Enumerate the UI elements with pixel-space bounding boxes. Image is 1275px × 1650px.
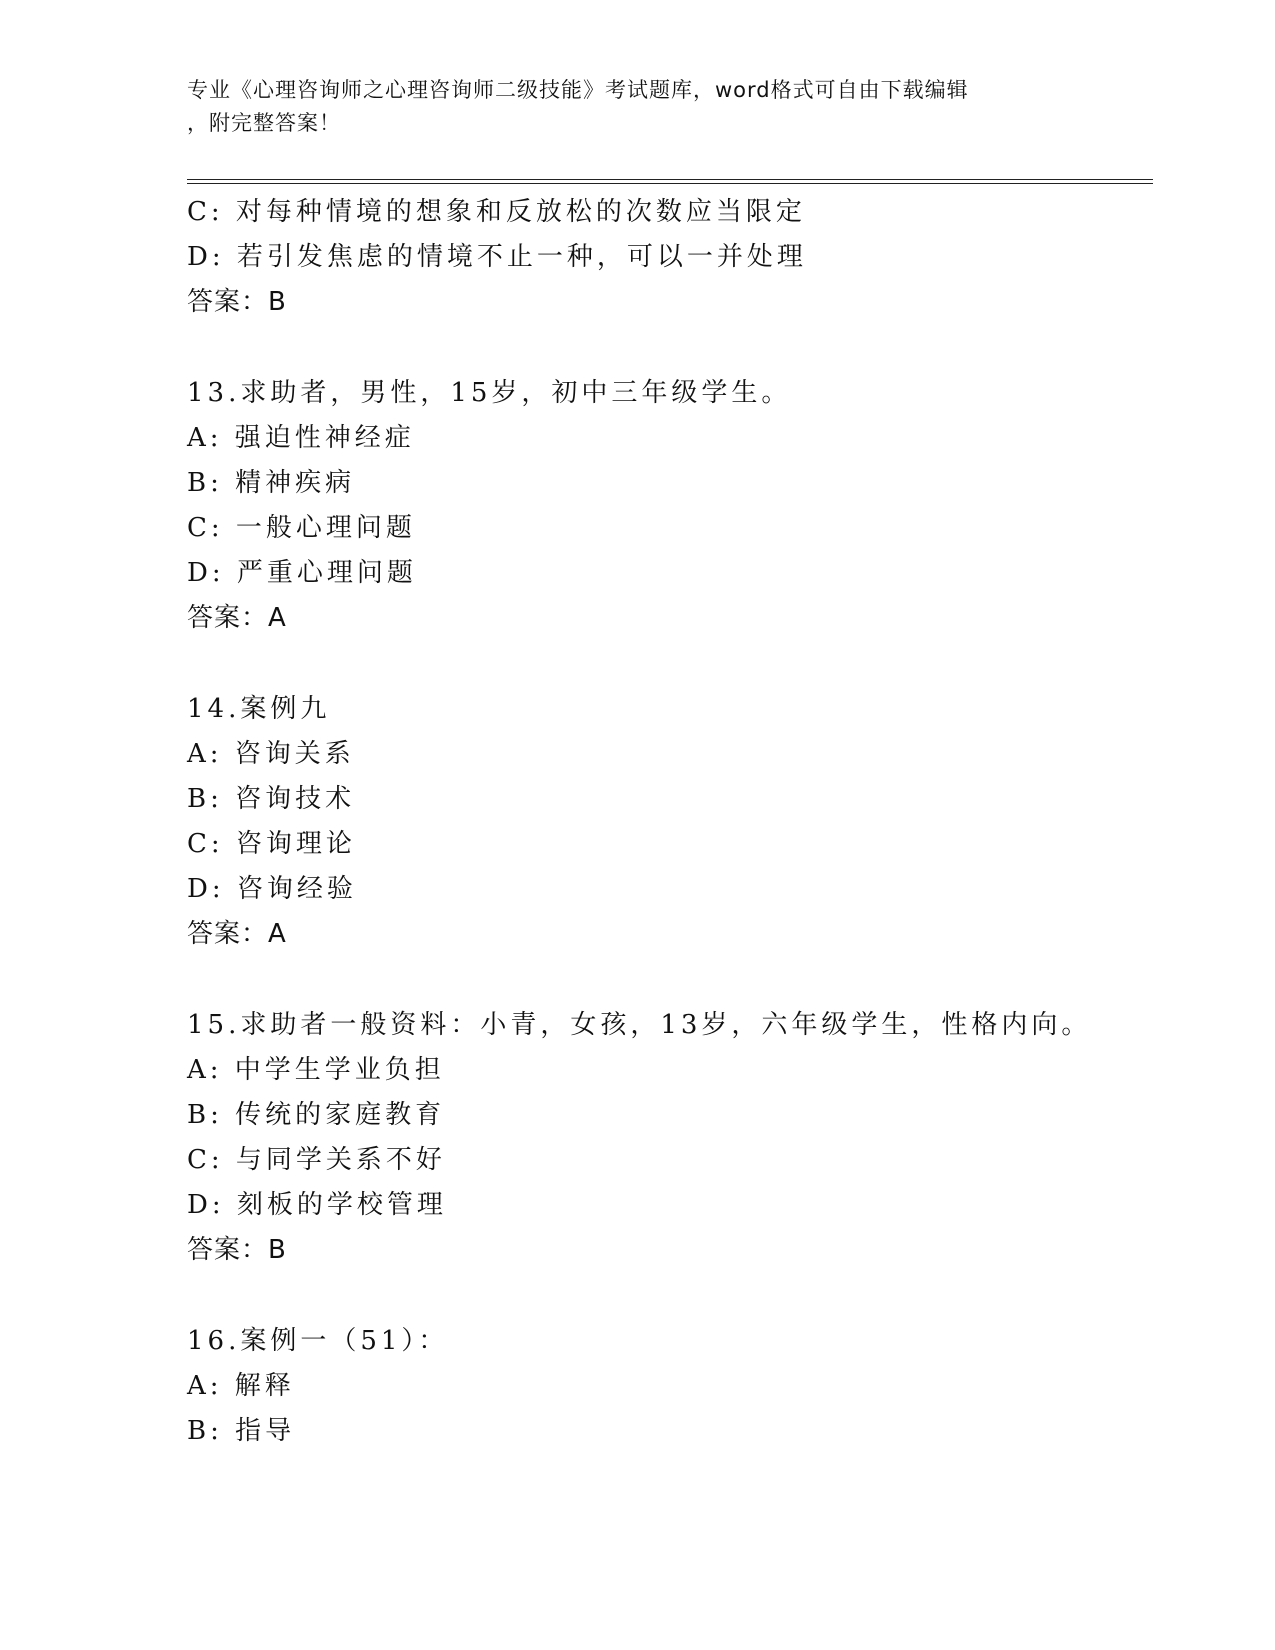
header-line-2: ，附完整答案！ [187, 111, 341, 135]
answer-line: 答案：A [187, 919, 287, 949]
answer-line: 答案：B [187, 1235, 287, 1265]
header-divider-top [187, 179, 1153, 180]
block-spacer [187, 641, 1147, 687]
option-line: A: 咨询关系 [187, 739, 355, 769]
block-spacer [187, 1273, 1147, 1319]
block-spacer [187, 325, 1147, 371]
option-line: B: 指导 [187, 1416, 296, 1446]
option-line: B: 精神疾病 [187, 468, 356, 498]
answer-line: 答案：B [187, 287, 287, 317]
option-line: A: 中学生学业负担 [187, 1055, 445, 1085]
question-stem: 16.案例一（51）： [187, 1326, 449, 1356]
option-line: B: 咨询技术 [187, 784, 356, 814]
option-line: D: 若引发焦虑的情境不止一种，可以一并处理 [187, 242, 807, 272]
option-line: C: 咨询理论 [187, 829, 356, 859]
answer-line: 答案：A [187, 603, 287, 633]
option-line: D: 刻板的学校管理 [187, 1190, 447, 1220]
header-divider-bottom [187, 183, 1153, 184]
question-list [187, 190, 1147, 1454]
question-stem: 15.求助者一般资料：小青，女孩，13岁，六年级学生，性格内向。 [187, 1010, 1092, 1040]
option-line: D: 咨询经验 [187, 874, 357, 904]
document-header [187, 74, 1087, 140]
option-line: C: 一般心理问题 [187, 513, 416, 543]
option-line: B: 传统的家庭教育 [187, 1100, 446, 1130]
option-line: A: 强迫性神经症 [187, 423, 415, 453]
option-line: D: 严重心理问题 [187, 558, 417, 588]
header-line-1: 专业《心理咨询师之心理咨询师二级技能》考试题库，word格式可自由下载编辑 [187, 78, 969, 102]
option-line: A: 解释 [187, 1371, 295, 1401]
option-line: C: 与同学关系不好 [187, 1145, 446, 1175]
question-stem: 14.案例九 [187, 694, 331, 724]
option-line: C: 对每种情境的想象和反放松的次数应当限定 [187, 197, 806, 227]
question-stem: 13.求助者，男性，15岁，初中三年级学生。 [187, 378, 792, 408]
block-spacer [187, 957, 1147, 1003]
